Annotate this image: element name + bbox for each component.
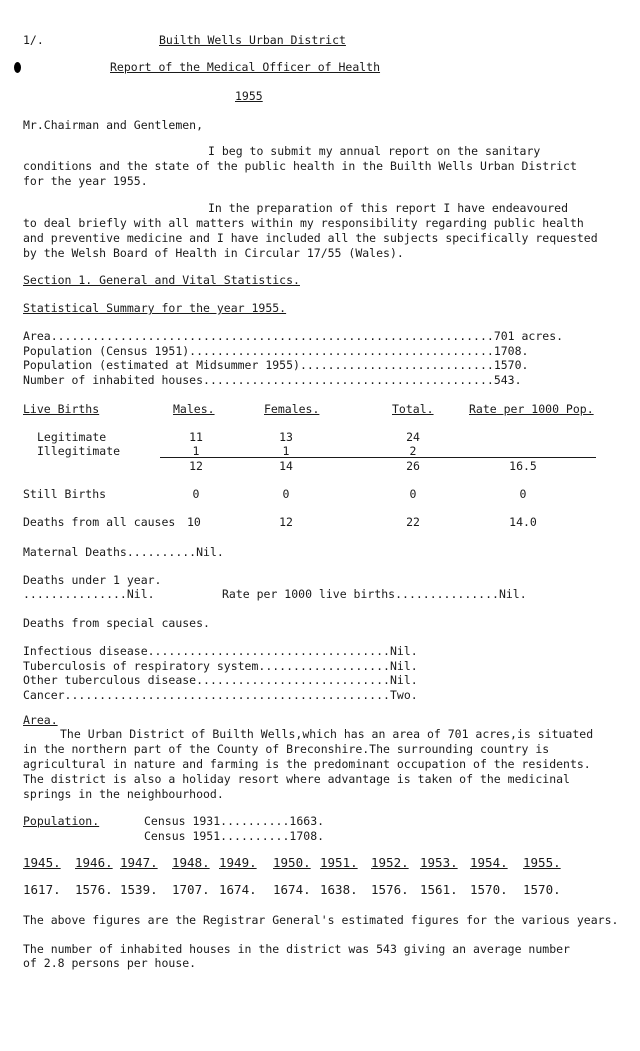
population-value: 1539. [120,882,158,897]
summary-row [23,344,528,358]
population-value: 1674. [219,882,257,897]
summary-label: Area [23,329,51,343]
dot-leader: ............................................ [189,343,494,358]
total-females: 14 [279,459,293,473]
special-value: Nil. [389,658,418,673]
summary-label: Population (estimated at Midsummer 1955) [23,358,300,372]
row-label: Legitimate [37,430,107,444]
dot-leader: ............................ [196,673,390,687]
population-value: 1674. [273,882,311,897]
section1-heading: Section 1. General and Vital Statistics. [23,273,300,287]
dot-leader: ................................................................ [50,329,494,343]
deaths-males: 10 [187,515,201,529]
area-heading: Area. [23,713,58,727]
population-year: 1946. [75,855,113,870]
total-total: 26 [406,459,420,473]
deaths-total: 22 [406,515,420,529]
special-row [23,673,418,687]
para2-line: to deal briefly with all matters within my responsibility regarding public health [23,216,584,230]
population-value: 1707. [172,882,210,897]
salutation: Mr.Chairman and Gentlemen, [23,118,204,132]
summary-label: Number of inhabited houses [23,372,204,387]
population-value: 1617. [23,882,61,897]
population-year: 1950. [273,855,311,870]
para1-line: for the year 1955. [23,174,148,188]
infant-deaths-label: Deaths under 1 year. [23,573,162,587]
row-males: 1 [192,444,200,458]
population-value: 1570. [523,882,561,897]
census-1951: Census 1951..........1708. [144,829,325,843]
summary-value: 1708. [493,343,529,358]
summary-value: 543. [493,372,522,387]
page-number: 1/. [23,33,44,47]
population-value: 1576. [371,882,409,897]
still-males: 0 [192,487,200,501]
summary-label: Population (Census 1951) [23,343,190,358]
births-col-males: Males. [173,402,215,416]
still-births-label: Still Births [23,487,107,501]
para1-line: conditions and the state of the public health in the Builth Wells Urban District [23,159,577,173]
deaths-rate: 14.0 [509,515,537,529]
summary-value: 1570. [493,358,529,372]
row-total: 24 [406,430,420,444]
population-year: 1951. [320,855,358,870]
row-females: 1 [282,444,290,458]
dot-leader: ................... [258,658,390,673]
ink-blot [14,62,21,73]
population-year: 1954. [470,855,508,870]
population-year: 1945. [23,855,61,870]
special-value: Nil. [389,673,418,687]
special-value: Nil. [389,644,418,658]
births-col-label: Live Births [23,402,100,416]
district-title: Builth Wells Urban District [159,33,346,47]
deaths-label: Deaths from all causes [23,515,176,529]
special-label: Cancer [23,687,65,702]
summary-row [23,329,563,343]
summary-value: 701 acres. [493,329,564,343]
population-year: 1952. [371,855,409,870]
area-line: in the northern part of the County of Breconshire.The surrounding country is [23,742,550,756]
special-heading: Deaths from special causes. [23,616,210,630]
report-year: 1955 [235,89,263,103]
population-year: 1955. [523,855,561,870]
dot-leader: ............................ [299,358,494,372]
row-label: Illegitimate [37,444,121,458]
dot-leader: ............................................... [64,687,390,702]
special-row [23,688,418,702]
area-line: The Urban District of Builth Wells,which has an area of 701 acres,is situated [60,727,594,741]
population-year: 1948. [172,855,210,870]
population-note: The above figures are the Registrar General's estimated figures for the various years. [23,913,619,927]
row-males: 11 [189,430,203,444]
maternal-deaths: Maternal Deaths..........Nil. [23,545,224,559]
total-rule [160,457,596,458]
census-1931: Census 1931..........1663. [144,814,325,828]
row-total: 2 [409,444,417,458]
population-value: 1570. [470,882,508,897]
infant-deaths-value: ...............Nil. [23,587,155,601]
population-value: 1561. [420,882,458,897]
dot-leader: .......................................... [203,372,494,387]
population-year: 1947. [120,855,158,870]
still-rate: 0 [519,487,527,501]
total-rate: 16.5 [509,459,537,473]
special-label: Tuberculosis of respiratory system [23,658,259,673]
births-col-rate: Rate per 1000 Pop. [469,402,594,416]
population-value: 1576. [75,882,113,897]
total-males: 12 [189,459,203,473]
report-title: Report of the Medical Officer of Health [110,60,381,74]
summary-row [23,358,528,372]
houses-line: of 2.8 persons per house. [23,956,197,970]
special-row [23,659,418,673]
births-col-total: Total. [392,402,434,416]
special-label: Other tuberculous disease [23,673,197,687]
para2-line: by the Welsh Board of Health in Circular 17/55 (Wales). [23,246,404,260]
population-heading: Population. [23,814,100,828]
population-year: 1949. [219,855,257,870]
births-col-females: Females. [264,402,320,416]
summary-heading: Statistical Summary for the year 1955. [23,301,287,315]
area-line: agricultural in nature and farming is the predominant occupation of the residents. [23,757,591,771]
row-females: 13 [279,430,293,444]
deaths-females: 12 [279,515,293,529]
special-label: Infectious disease [23,644,148,658]
para1-line: I beg to submit my annual report on the sanitary [208,144,541,158]
population-value: 1638. [320,882,358,897]
houses-line: The number of inhabited houses in the district was 543 giving an average number [23,942,570,956]
still-females: 0 [282,487,290,501]
infant-rate: Rate per 1000 live births...............Nil. [222,587,527,601]
special-value: Two. [389,687,418,702]
special-row [23,644,418,658]
para2-line: In the preparation of this report I have endeavoured [208,201,569,215]
area-line: springs in the neighbourhood. [23,787,224,801]
para2-line: and preventive medicine and I have included all the subjects specifically requested [23,231,598,245]
dot-leader: ................................... [147,644,390,658]
area-line: The district is also a holiday resort where advantage is taken of the medicinal [23,772,570,786]
population-year: 1953. [420,855,458,870]
still-total: 0 [409,487,417,501]
summary-row [23,373,522,387]
